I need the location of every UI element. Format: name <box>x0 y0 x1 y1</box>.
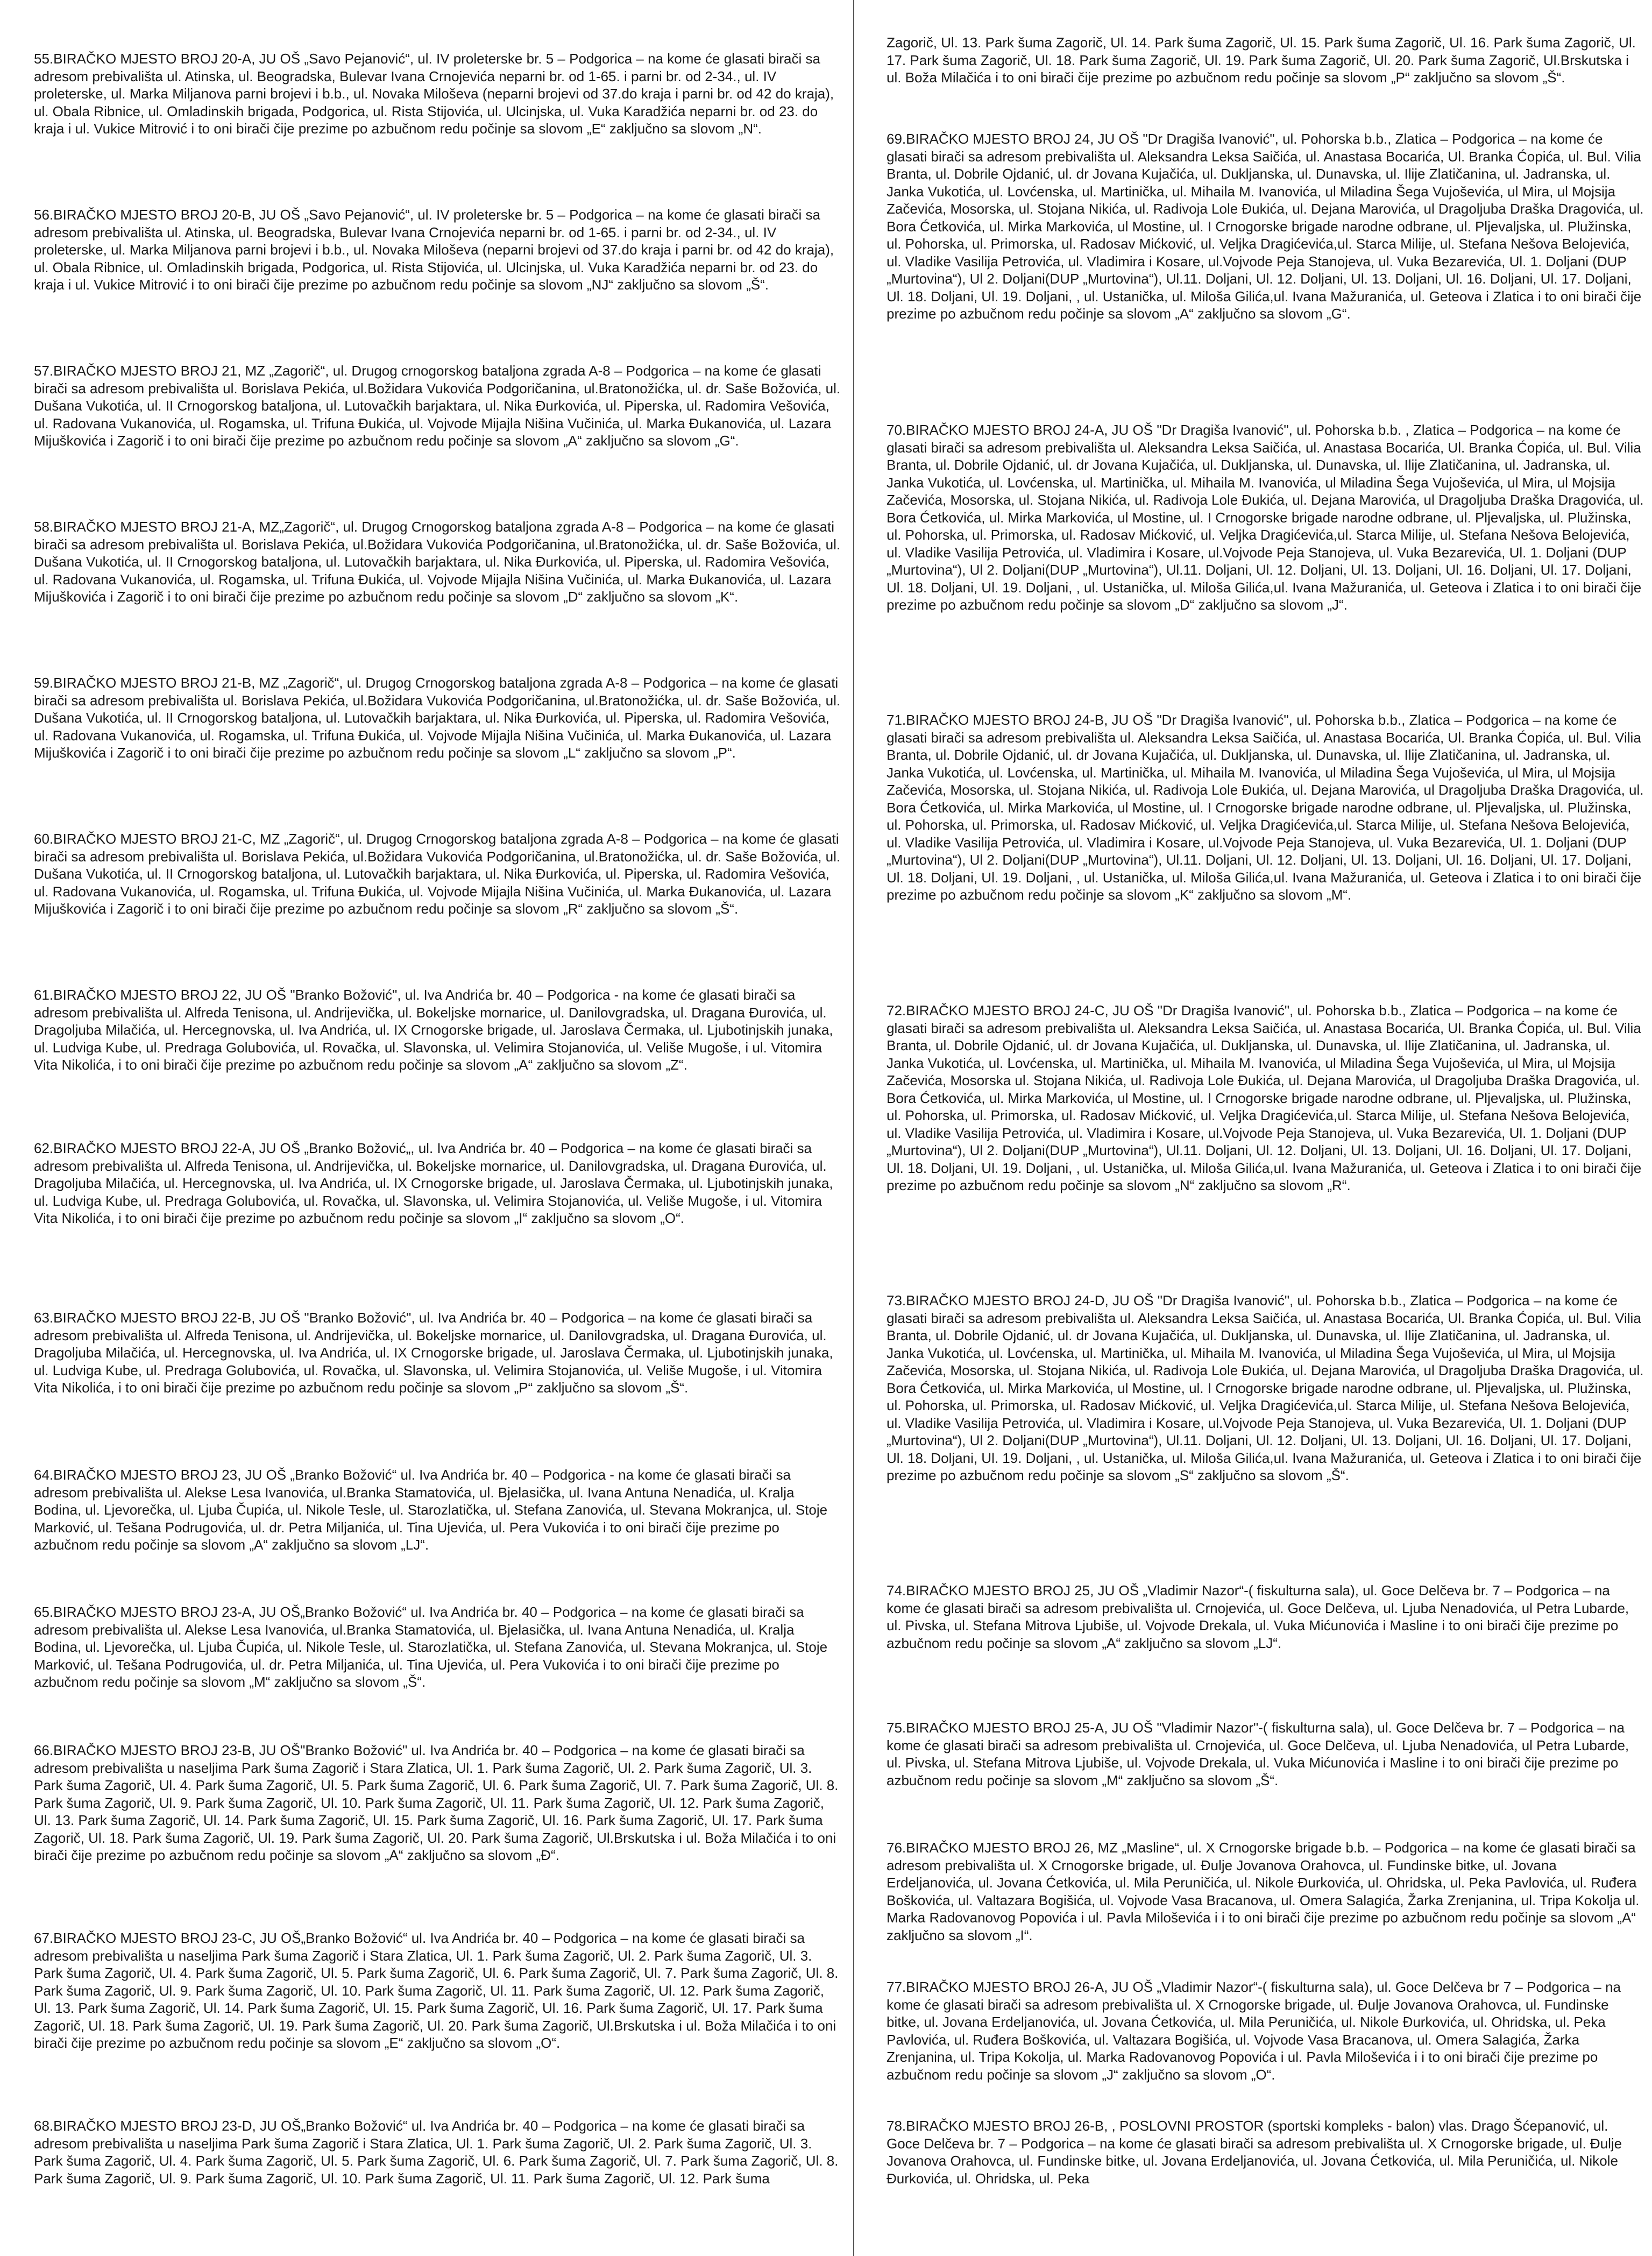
entry-73: 73.BIRAČKO MJESTO BROJ 24-D, JU OŠ "Dr Dragiša Ivanović", ul. Pohorska b.b., Zlatica – Podgorica – na kome će glasati birači sa adresom prebivališta ul. Aleksandra Leksa Saičića, ul. Anastasa Bocarića, Ul. Branka Ćopića, ul. Bul. Vilia Branta, ul. Dobrile Ojdanić, ul. dr Jovana Kujačića, ul. Dukljanska, ul. Dunavska, ul. Ilije Zlatičanina, ul. Jadranska, ul. Janka Vukotića, ul. Lovćenska, ul. Martinička, ul. Mihaila M. Ivanovića, ul Miladina Šega Vujoševića, ul Mira, ul Mojsija Začevića, Mosorska, ul. Stojana Nikića, ul. Radivoja Lole Đukića, ul. Dejana Marovića, ul Dragoljuba Draška Dragovića, ul. Bora Ćetkovića, ul. Mirka Markovića, ul Mostine, ul. I Crnogorske brigade narodne odbrane, ul. Pljevaljska, ul. Plužinska, ul. Pohorska, ul. Primorska, ul. Radosav Mićković, ul. Veljka Dragićevića,ul. Starca Milije, ul. Stefana Nešova Belojevića, ul. Vladike Vasilija Petrovića, ul. Vladimira i Kosare, ul.Vojvode Peja Stanojeva, ul. Vuka Bezarevića, Ul. 1. Doljani (DUP „Murtovina“), Ul 2. Doljani(DUP „Murtovina“), Ul.11. Doljani, Ul. 12. Doljani, Ul. 13. Doljani, Ul. 16. Doljani, Ul. 17. Doljani, Ul. 18. Doljani, Ul. 19. Doljani, , ul. Ustanička, ul. Miloša Gilića,ul. Ivana Mažuranića, ul. Geteova i Zlatica i to oni birači čije prezime po azbučnom redu počinje sa slovom „S“ zaključno sa slovom „Š“. <box>887 1292 1644 1483</box>
entry-71: 71.BIRAČKO MJESTO BROJ 24-B, JU OŠ "Dr Dragiša Ivanović", ul. Pohorska b.b., Zlatica – Podgorica – na kome će glasati birači sa adresom prebivališta ul. Aleksandra Leksa Saičića, ul. Anastasa Bocarića, Ul. Branka Ćopića, ul. Bul. Vilia Branta, ul. Dobrile Ojdanić, ul. dr Jovana Kujačića, ul. Dukljanska, ul. Dunavska, ul. Ilije Zlatičanina, ul. Jadranska, ul. Janka Vukotića, ul. Lovćenska, ul. Martinička, ul. Mihaila M. Ivanovića, ul Miladina Šega Vujoševića, ul Mira, ul Mojsija Začevića, Mosorska, ul. Stojana Nikića, ul. Radivoja Lole Đukića, ul. Dejana Marovića, ul Dragoljuba Draška Dragovića, ul. Bora Ćetkovića, ul. Mirka Markovića, ul Mostine, ul. I Crnogorske brigade narodne odbrane, ul. Pljevaljska, ul. Plužinska, ul. Pohorska, ul. Primorska, ul. Radosav Mićković, ul. Veljka Dragićevića,ul. Starca Milije, ul. Stefana Nešova Belojevića, ul. Vladike Vasilija Petrovića, ul. Vladimira i Kosare, ul.Vojvode Peja Stanojeva, ul. Vuka Bezarevića, Ul. 1. Doljani (DUP „Murtovina“), Ul 2. Doljani(DUP „Murtovina“), Ul.11. Doljani, Ul. 12. Doljani, Ul. 13. Doljani, Ul. 16. Doljani, Ul. 17. Doljani, Ul. 18. Doljani, Ul. 19. Doljani, , ul. Ustanička, ul. Miloša Gilića,ul. Ivana Mažuranića, ul. Geteova i Zlatica i to oni birači čije prezime po azbučnom redu počinje sa slovom „K“ zaključno sa slovom „M“. <box>887 712 1644 903</box>
entry-61: 61.BIRAČKO MJESTO BROJ 22, JU OŠ "Branko Božović", ul. Iva Andrića br. 40 – Podgorica - na kome će glasati birači sa adresom prebivališta ul. Alfreda Tenisona, ul. Andrijevička, ul. Bokeljske mornarice, ul. Danilovgradska, ul. Dragana Đurovića, ul. Dragoljuba Milačića, ul. Hercegnovska, ul. Iva Andrića, ul. IX Crnogorske brigade, ul. Jaroslava Čermaka, ul. Ljubotinjskih junaka, ul. Ludviga Kube, ul. Predraga Golubovića, ul. Rovačka, ul. Slavonska, ul. Velimira Stojanovića, ul. Veliše Mugoše, i ul. Vitomira Vita Nikolića, i to oni birači čije prezime po azbučnom redu počinje sa slovom „A“ zaključno sa slovom „Z“. <box>34 987 833 1073</box>
entry-70: 70.BIRAČKO MJESTO BROJ 24-A, JU OŠ "Dr Dragiša Ivanović", ul. Pohorska b.b. , Zlatica – Podgorica – na kome će glasati birači sa adresom prebivališta ul. Aleksandra Leksa Saičića, ul. Anastasa Bocarića, Ul. Branka Ćopića, ul. Bul. Vilia Branta, ul. Dobrile Ojdanić, ul. dr Jovana Kujačića, ul. Dukljanska, ul. Dunavska, ul. Ilije Zlatičanina, ul. Jadranska, ul. Janka Vukotića, ul. Lovćenska, ul. Martinička, ul. Mihaila M. Ivanovića, ul Miladina Šega Vujoševića, ul Mira, ul Mojsija Začevića, Mosorska, ul. Stojana Nikića, ul. Radivoja Lole Đukića, ul. Dejana Marovića, ul Dragoljuba Draška Dragovića, ul. Bora Ćetkovića, ul. Mirka Markovića, ul Mostine, ul. I Crnogorske brigade narodne odbrane, ul. Pljevaljska, ul. Plužinska, ul. Pohorska, ul. Primorska, ul. Radosav Mićković, ul. Veljka Dragićevića,ul. Starca Milije, ul. Stefana Nešova Belojevića, ul. Vladike Vasilija Petrovića, ul. Vladimira i Kosare, ul.Vojvode Peja Stanojeva, ul. Vuka Bezarevića, Ul. 1. Doljani (DUP „Murtovina“), Ul 2. Doljani(DUP „Murtovina“), Ul.11. Doljani, Ul. 12. Doljani, Ul. 13. Doljani, Ul. 16. Doljani, Ul. 17. Doljani, Ul. 18. Doljani, Ul. 19. Doljani, , ul. Ustanička, ul. Miloša Gilića,ul. Ivana Mažuranića, ul. Geteova i Zlatica i to oni birači čije prezime po azbučnom redu počinje sa slovom „D“ zaključno sa slovom „J“. <box>887 422 1644 613</box>
entry-56: 56.BIRAČKO MJESTO BROJ 20-B, JU OŠ „Savo Pejanović“, ul. IV proleterske br. 5 – Podgorica – na kome će glasati birači sa adresom prebivališta ul. Atinska, ul. Beogradska, Bulevar Ivana Crnojevića neparni br. od 1-65. i parni br. od 2-34., ul. IV proleterske, ul. Marka Miljanova parni brojevi i b.b., ul. Novaka Miloševa (neparni brojevi od 37.do kraja i parni br. od 42 do kraja), ul. Obala Ribnice, ul. Omladinskih brigada, Podgorica, ul. Rista Stijovića, ul. Ulcinjska, ul. Vuka Karadžića neparni br. od 23. do kraja i ul. Vukice Mitrović i to oni birači čije prezime po azbučnom redu počinje sa slovom „NJ“ zaključno sa slovom „Š“. <box>34 207 834 293</box>
entry-62: 62.BIRAČKO MJESTO BROJ 22-A, JU OŠ „Branko Božović„, ul. Iva Andrića br. 40 – Podgorica – na kome će glasati birači sa adresom prebivališta ul. Alfreda Tenisona, ul. Andrijevička, ul. Bokeljske mornarice, ul. Danilovgradska, ul. Dragana Đurovića, ul. Dragoljuba Milačića, ul. Hercegnovska, ul. Iva Andrića, ul. IX Crnogorske brigade, ul. Jaroslava Čermaka, ul. Ljubotinjskih junaka, ul. Ludviga Kube, ul. Predraga Golubovića, ul. Rovačka, ul. Slavonska, ul. Velimira Stojanovića, ul. Veliše Mugoše, i ul. Vitomira Vita Nikolića, i to oni birači čije prezime po azbučnom redu počinje sa slovom „I“ zaključno sa slovom „O“. <box>34 1140 833 1226</box>
entry-75: 75.BIRAČKO MJESTO BROJ 25-A, JU OŠ "Vladimir Nazor"-( fiskulturna sala), ul. Goce Delčeva br. 7 – Podgorica – na kome će glasati birači sa adresom prebivališta ul. Crnojevića, ul. Goce Delčeva, ul. Ljuba Nenadovića, ul Petra Lubarde, ul. Pivska, ul. Stefana Mitrova Ljubiše, ul. Vojvode Drekala, ul. Vuka Mićunovića i Masline i to oni birači čije prezime po azbučnom redu počinje sa slovom „M“ zaključno sa slovom „Š“. <box>887 1720 1629 1788</box>
entry-63: 63.BIRAČKO MJESTO BROJ 22-B, JU OŠ "Branko Božović", ul. Iva Andrića br. 40 – Podgorica – na kome će glasati birači sa adresom prebivališta ul. Alfreda Tenisona, ul. Andrijevička, ul. Bokeljske mornarice, ul. Danilovgradska, ul. Dragana Đurovića, ul. Dragoljuba Milačića, ul. Hercegnovska, ul. Iva Andrića, ul. IX Crnogorske brigade, ul. Jaroslava Čermaka, ul. Ljubotinjskih junaka, ul. Ludviga Kube, ul. Predraga Golubovića, ul. Rovačka, ul. Slavonska, ul. Velimira Stojanovića, ul. Veliše Mugoše, i ul. Vitomira Vita Nikolića, i to oni birači čije prezime po azbučnom redu počinje sa slovom „P“ zaključno sa slovom „Š“. <box>34 1310 833 1396</box>
entry-77: 77.BIRAČKO MJESTO BROJ 26-A, JU OŠ „Vladimir Nazor“-( fiskulturna sala), ul. Goce Delčeva br 7 – Podgorica – na kome će glasati birači sa adresom prebivališta ul. X Crnogorske brigade, ul. Đulje Jovanova Orahovca, ul. Fundinske bitke, ul. Jovana Erdeljanovića, ul. Jovana Ćetkovića, ul. Mila Peruničića, ul. Nikole Đurkovića, ul. Ohridska, ul. Peka Pavlovića, ul. Ruđera Boškovića, ul. Valtazara Bogišića, ul. Vojvode Vasa Bracanova, ul. Omera Salagića, Žarka Zrenjanina, ul. Tripa Kokolja, ul. Marka Radovanovog Popovića i ul. Pavla Miloševića i i to oni birači čije prezime po azbučnom redu počinje sa slovom „J“ zaključno sa slovom „O“. <box>887 1979 1621 2083</box>
entry-78: 78.BIRAČKO MJESTO BROJ 26-B, , POSLOVNI PROSTOR (sportski kompleks - balon) vlas. Drago Šćepanović, ul. Goce Delčeva br. 7 – Podgorica – na kome će glasati birači sa adresom prebivališta ul. X Crnogorske brigade, ul. Đulje Jovanova Orahovca, ul. Fundinske bitke, ul. Jovana Erdeljanovića, ul. Jovana Ćetkovića, ul. Mila Peruničića, ul. Nikole Đurkovića, ul. Ohridska, ul. Peka <box>887 2118 1622 2187</box>
entry-76: 76.BIRAČKO MJESTO BROJ 26, MZ „Masline“, ul. X Crnogorske brigade b.b. – Podgorica – na kome će glasati birači sa adresom prebivališta ul. X Crnogorske brigade, ul. Đulje Jovanova Orahovca, ul. Fundinske bitke, ul. Jovana Erdeljanovića, ul. Jovana Ćetkovića, ul. Mila Peruničića, ul. Nikole Đurkovića, ul. Ohridska, ul. Peka Pavlovića, ul. Ruđera Boškovića, ul. Valtazara Bogišića, ul. Vojvode Vasa Bracanova, ul. Omera Salagića, Žarka Zrenjanina, ul. Tripa Kokolja ul. Marka Radovanovog Popovića i ul. Pavla Miloševića i i to oni birači čije prezime po azbučnom redu počinje sa slovom „A“ zaključno sa slovom „I“. <box>887 1840 1640 1943</box>
entry-55: 55.BIRAČKO MJESTO BROJ 20-A, JU OŠ „Savo Pejanović“, ul. IV proleterske br. 5 – Podgorica – na kome će glasati birači sa adresom prebivališta ul. Atinska, ul. Beogradska, Bulevar Ivana Crnojevića neparni br. od 1-65. i parni br. od 2-34., ul. IV proleterske, ul. Marka Miljanova parni brojevi i b.b., ul. Novaka Miloševa (neparni brojevi od 37.do kraja i parni br. od 42 do kraja), ul. Obala Ribnice, ul. Omladinskih brigada, Podgorica, ul. Rista Stijovića, ul. Ulcinjska, ul. Vuka Karadžića neparni br. od 23. do kraja i ul. Vukice Mitrović i to oni birači čije prezime po azbučnom redu počinje sa slovom „E“ zaključno sa slovom „N“. <box>34 51 834 137</box>
entry-66: 66.BIRAČKO MJESTO BROJ 23-B, JU OŠ"Branko Božović" ul. Iva Andrića br. 40 – Podgorica – na kome će glasati birači sa adresom prebivališta u naseljima Park šuma Zagorič i Stara Zlatica, Ul. 1. Park šuma Zagorič, Ul. 2. Park šuma Zagorič, Ul. 3. Park šuma Zagorič, Ul. 4. Park šuma Zagorič, Ul. 5. Park šuma Zagorič, Ul. 6. Park šuma Zagorič, Ul. 7. Park šuma Zagorič, Ul. 8. Park šuma Zagorič, Ul. 9. Park šuma Zagorič, Ul. 10. Park šuma Zagorič, Ul. 11. Park šuma Zagorič, Ul. 12. Park šuma Zagorič, Ul. 13. Park šuma Zagorič, Ul. 14. Park šuma Zagorič, Ul. 15. Park šuma Zagorič, Ul. 16. Park šuma Zagorič, Ul. 17. Park šuma Zagorič, Ul. 18. Park šuma Zagorič, Ul. 19. Park šuma Zagorič, Ul. 20. Park šuma Zagorič, Ul.Brskutska i ul. Boža Milačića i to oni birači čije prezime po azbučnom redu počinje sa slovom „A“ zaključno sa slovom „Đ“. <box>34 1742 839 1863</box>
entry-68-continued: Zagorič, Ul. 13. Park šuma Zagorič, Ul. 14. Park šuma Zagorič, Ul. 15. Park šuma Zagorič, Ul. 16. Park šuma Zagorič, Ul. 17. Park šuma Zagorič, Ul. 18. Park šuma Zagorič, Ul. 19. Park šuma Zagorič, Ul. 20. Park šuma Zagorič, Ul.Brskutska i ul. Boža Milačića i to oni birači čije prezime po azbučnom redu počinje sa slovom „P“ zaključno sa slovom „Š“. <box>887 34 1636 86</box>
column-divider <box>853 0 854 2256</box>
entry-67: 67.BIRAČKO MJESTO BROJ 23-C, JU OŠ„Branko Božović“ ul. Iva Andrića br. 40 – Podgorica – na kome će glasati birači sa adresom prebivališta u naseljima Park šuma Zagorič i Stara Zlatica, Ul. 1. Park šuma Zagorič, Ul. 2. Park šuma Zagorič, Ul. 3. Park šuma Zagorič, Ul. 4. Park šuma Zagorič, Ul. 5. Park šuma Zagorič, Ul. 6. Park šuma Zagorič, Ul. 7. Park šuma Zagorič, Ul. 8. Park šuma Zagorič, Ul. 9. Park šuma Zagorič, Ul. 10. Park šuma Zagorič, Ul. 11. Park šuma Zagorič, Ul. 12. Park šuma Zagorič, Ul. 13. Park šuma Zagorič, Ul. 14. Park šuma Zagorič, Ul. 15. Park šuma Zagorič, Ul. 16. Park šuma Zagorič, Ul. 17. Park šuma Zagorič, Ul. 18. Park šuma Zagorič, Ul. 19. Park šuma Zagorič, Ul. 20. Park šuma Zagorič, Ul.Brskutska i ul. Boža Milačića i to oni birači čije prezime po azbučnom redu počinje sa slovom „E“ zaključno sa slovom „O“. <box>34 1930 839 2051</box>
entry-57: 57.BIRAČKO MJESTO BROJ 21, MZ „Zagorič“, ul. Drugog crnogorskog bataljona zgrada A-8 – Podgorica – na kome će glasati birači sa adresom prebivališta ul. Borislava Pekića, ul.Božidara Vukovića Podgoričanina, ul.Bratonožićka, ul. dr. Saše Božovića, ul. Dušana Vukotića, ul. II Crnogorskog bataljona, ul. Lutovačkih barjaktara, ul. Nika Đurkovića, ul. Piperska, ul. Radomira Vešovića, ul. Radovana Vukanovića, ul. Rogamska, ul. Trifuna Đukića, ul. Vojvode Mijajla Nišina Vučinića, ul. Marka Đukanovića, ul. Lazara Mijuškovića i Zagorič i to oni birači čije prezime po azbučnom redu počinje sa slovom „A“ zaključno sa slovom „G“. <box>34 363 841 449</box>
entry-59: 59.BIRAČKO MJESTO BROJ 21-B, MZ „Zagorič“, ul. Drugog Crnogorskog bataljona zgrada A-8 – Podgorica – na kome će glasati birači sa adresom prebivališta ul. Borislava Pekića, ul.Božidara Vukovića Podgoričanina, ul.Bratonožićka, ul. dr. Saše Božovića, ul. Dušana Vukotića, ul. II Crnogorskog bataljona, ul. Lutovačkih barjaktara, ul. Nika Đurkovića, ul. Piperska, ul. Radomira Vešovića, ul. Radovana Vukanovića, ul. Rogamska, ul. Trifuna Đukića, ul. Vojvode Mijajla Nišina Vučinića, ul. Marka Đukanovića, ul. Lazara Mijuškovića i Zagorič i to oni birači čije prezime po azbučnom redu počinje sa slovom „L“ zaključno sa slovom „P“. <box>34 675 841 761</box>
entry-65: 65.BIRAČKO MJESTO BROJ 23-A, JU OŠ„Branko Božović“ ul. Iva Andrića br. 40 – Podgorica – na kome će glasati birači sa adresom prebivališta ul. Alekse Lesa Ivanovića, ul.Branka Stamatovića, ul. Bjelasička, ul. Ivana Antuna Nenadića, ul. Kralja Bodina, ul. Ljevorečka, ul. Ljuba Čupića, ul. Nikole Tesle, ul. Starozlatička, ul. Stefana Zanovića, ul. Stevana Mokranjca, ul. Stoje Marković, ul. Tešana Podrugovića, ul. dr. Petra Miljanića, ul. Tina Ujevića, ul. Pera Vukovića i to oni birači čije prezime po azbučnom redu počinje sa slovom „M“ zaključno sa slovom „Š“. <box>34 1604 828 1690</box>
entry-72: 72.BIRAČKO MJESTO BROJ 24-C, JU OŠ "Dr Dragiša Ivanović", ul. Pohorska b.b., Zlatica – Podgorica – na kome će glasati birači sa adresom prebivališta ul. Aleksandra Leksa Saičića, ul. Anastasa Bocarića, Ul. Branka Ćopića, ul. Bul. Vilia Branta, ul. Dobrile Ojdanić, ul. dr Jovana Kujačića, ul. Dukljanska, ul. Dunavska, ul. Ilije Zlatičanina, ul. Jadranska, ul. Janka Vukotića, ul. Lovćenska, ul. Martinička, ul. Mihaila M. Ivanovića, ul Miladina Šega Vujoševića, ul Mira, ul Mojsija Začevića, Mosorska ul. Stojana Nikića, ul. Radivoja Lole Đukića, ul. Dejana Marovića, ul Dragoljuba Draška Dragovića, ul. Bora Ćetkovića, ul. Mirka Markovića, ul Mostine, ul. I Crnogorske brigade narodne odbrane, ul. Pljevaljska, ul. Plužinska, ul. Pohorska, ul. Primorska, ul. Radosav Mićković, ul. Veljka Dragićevića,ul. Starca Milije, ul. Stefana Nešova Belojevića, ul. Vladike Vasilija Petrovića, ul. Vladimira i Kosare, ul.Vojvode Peja Stanojeva, ul. Vuka Bezarevića, Ul. 1. Doljani (DUP „Murtovina“), Ul 2. Doljani(DUP „Murtovina“), Ul.11. Doljani, Ul. 12. Doljani, Ul. 13. Doljani, Ul. 16. Doljani, Ul. 17. Doljani, Ul. 18. Doljani, Ul. 19. Doljani, , ul. Ustanička, ul. Miloša Gilića,ul. Ivana Mažuranića, ul. Geteova i Zlatica i to oni birači čije prezime po azbučnom redu počinje sa slovom „N“ zaključno sa slovom „R“. <box>887 1002 1642 1193</box>
entry-69: 69.BIRAČKO MJESTO BROJ 24, JU OŠ "Dr Dragiša Ivanović", ul. Pohorska b.b., Zlatica – Podgorica – na kome će glasati birači sa adresom prebivališta ul. Aleksandra Leksa Saičića, ul. Anastasa Bocarića, Ul. Branka Ćopića, ul. Bul. Vilia Branta, ul. Dobrile Ojdanić, ul. dr Jovana Kujačića, ul. Dukljanska, ul. Dunavska, ul. Ilije Zlatičanina, ul. Jadranska, ul. Janka Vukotića, ul. Lovćenska, ul. Martinička, ul. Mihaila M. Ivanovića, ul Miladina Šega Vujoševića, ul Mira, ul Mojsija Začevića, Mosorska, ul. Stojana Nikića, ul. Radivoja Lole Đukića, ul. Dejana Marovića, ul Dragoljuba Draška Dragovića, ul. Bora Ćetkovića, ul. Mirka Markovića, ul Mostine, ul. I Crnogorske brigade narodne odbrane, ul. Pljevaljska, ul. Plužinska, ul. Pohorska, ul. Primorska, ul. Radosav Mićković, ul. Veljka Dragićevića,ul. Starca Milije, ul. Stefana Nešova Belojevića, ul. Vladike Vasilija Petrovića, ul. Vladimira i Kosare, ul.Vojvode Peja Stanojeva, ul. Vuka Bezarevića, Ul. 1. Doljani (DUP „Murtovina“), Ul 2. Doljani(DUP „Murtovina“), Ul.11. Doljani, Ul. 12. Doljani, Ul. 13. Doljani, Ul. 16. Doljani, Ul. 17. Doljani, Ul. 18. Doljani, Ul. 19. Doljani, , ul. Ustanička, ul. Miloša Gilića,ul. Ivana Mažuranića, ul. Geteova i Zlatica i to oni birači čije prezime po azbučnom redu počinje sa slovom „A“ zaključno sa slovom „G“. <box>887 131 1644 322</box>
entry-74: 74.BIRAČKO MJESTO BROJ 25, JU OŠ „Vladimir Nazor“-( fiskulturna sala), ul. Goce Delčeva br. 7 – Podgorica – na kome će glasati birači sa adresom prebivališta ul. Crnojevića, ul. Goce Delčeva, ul. Ljuba Nenadovića, ul Petra Lubarde, ul. Pivska, ul. Stefana Mitrova Ljubiše, ul. Vojvode Drekala, ul. Vuka Mićunovića i Masline i to oni birači čije prezime po azbučnom redu počinje sa slovom „A“ zaključno sa slovom „LJ“. <box>887 1582 1629 1651</box>
entry-68: 68.BIRAČKO MJESTO BROJ 23-D, JU OŠ„Branko Božović“ ul. Iva Andrića br. 40 – Podgorica – na kome će glasati birači sa adresom prebivališta u naseljima Park šuma Zagorič i Stara Zlatica, Ul. 1. Park šuma Zagorič, Ul. 2. Park šuma Zagorič, Ul. 3. Park šuma Zagorič, Ul. 4. Park šuma Zagorič, Ul. 5. Park šuma Zagorič, Ul. 6. Park šuma Zagorič, Ul. 7. Park šuma Zagorič, Ul. 8. Park šuma Zagorič, Ul. 9. Park šuma Zagorič, Ul. 10. Park šuma Zagorič, Ul. 11. Park šuma Zagorič, Ul. 12. Park šuma <box>34 2118 839 2187</box>
entry-58: 58.BIRAČKO MJESTO BROJ 21-A, MZ„Zagorič“, ul. Drugog Crnogorskog bataljona zgrada A-8 – Podgorica – na kome će glasati birači sa adresom prebivališta ul. Borislava Pekića, ul.Božidara Vukovića Podgoričanina, ul.Bratonožićka, ul. dr. Saše Božovića, ul. Dušana Vukotića, ul. II Crnogorskog bataljona, ul. Lutovačkih barjaktara, ul. Nika Đurkovića, ul. Piperska, ul. Radomira Vešovića, ul. Radovana Vukanovića, ul. Rogamska, ul. Trifuna Đukića, ul. Vojvode Mijajla Nišina Vučinića, ul. Marka Đukanovića, ul. Lazara Mijuškovića i Zagorič i to oni birači čije prezime po azbučnom redu počinje sa slovom „D“ zaključno sa slovom „K“. <box>34 519 841 605</box>
entry-64: 64.BIRAČKO MJESTO BROJ 23, JU OŠ „Branko Božović“ ul. Iva Andrića br. 40 – Podgorica - na kome će glasati birači sa adresom prebivališta ul. Alekse Lesa Ivanovića, ul.Branka Stamatovića, ul. Bjelasička, ul. Ivana Antuna Nenadića, ul. Kralja Bodina, ul. Ljevorečka, ul. Ljuba Čupića, ul. Nikole Tesle, ul. Starozlatička, ul. Stefana Zanovića, ul. Stevana Mokranjca, ul. Stoje Marković, ul. Tešana Podrugovića, ul. dr. Petra Miljanića, ul. Tina Ujevića, ul. Pera Vukovića i to oni birači čije prezime po azbučnom redu počinje sa slovom „A“ zaključno sa slovom „LJ“. <box>34 1467 828 1553</box>
entry-60: 60.BIRAČKO MJESTO BROJ 21-C, MZ „Zagorič“, ul. Drugog Crnogorskog bataljona zgrada A-8 – Podgorica – na kome će glasati birači sa adresom prebivališta ul. Borislava Pekića, ul.Božidara Vukovića Podgoričanina, ul.Bratonožićka, ul. dr. Saše Božovića, ul. Dušana Vukotića, ul. II Crnogorskog bataljona, ul. Lutovačkih barjaktara, ul. Nika Đurkovića, ul. Piperska, ul. Radomira Vešovića, ul. Radovana Vukanovića, ul. Rogamska, ul. Trifuna Đukića, ul. Vojvode Mijajla Nišina Vučinića, ul. Marka Đukanovića, ul. Lazara Mijuškovića i Zagorič i to oni birači čije prezime po azbučnom redu počinje sa slovom „R“ zaključno sa slovom „Š“. <box>34 831 841 917</box>
